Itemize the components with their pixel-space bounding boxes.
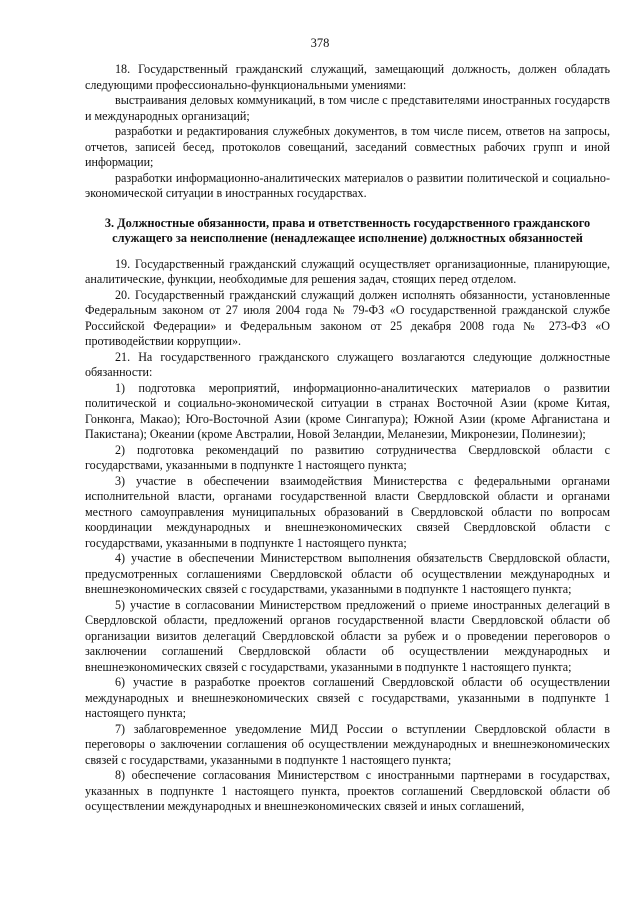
skill-item: разработки и редактирования служебных документов, в том числе писем, ответов на запросы, отчетов, записей бесед, протоколов совещаний, заседаний совместных рабочих групп и иной информации; xyxy=(85,124,610,169)
duty-item-6: 6) участие в разработке проектов соглашений Свердловской области об осуществлении международных и внешнеэкономических связей с государствами, указанными в подпункте 1 настоящего пункта; xyxy=(85,675,610,720)
paragraph-21-intro: 21. На государственного гражданского служащего возлагаются следующие должностные обязанности: xyxy=(85,349,610,379)
duty-item-4: 4) участие в обеспечении Министерством выполнения обязательств Свердловской области, предусмотренных соглашениями Свердловской области об осуществлении международных и внешнеэкономических связей с государствами, указанными в подпункте 1 настоящего пункта; xyxy=(85,551,610,596)
duty-item-7: 7) заблаговременное уведомление МИД России о вступлении Свердловской области в переговоры о заключении соглашения об осуществлении международных и внешнеэкономических связей с государствами, указанными в подпункте 1 настоящего пункта; xyxy=(85,721,610,767)
paragraph-20: 20. Государственный гражданский служащий должен исполнять обязанности, установленные Федеральным законом от 27 июля 2004 года № 79-ФЗ «О государственной гражданской службе Российской Федерации» и Федеральным законом от 25 декабря 2008 года № 273-ФЗ «О противодействии коррупции». xyxy=(85,287,610,348)
duty-item-2: 2) подготовка рекомендаций по развитию сотрудничества Свердловской области с государствами, указанными в подпункте 1 настоящего пункта; xyxy=(85,442,610,472)
document-body xyxy=(85,62,610,815)
duty-item-8: 8) обеспечение согласования Министерством с иностранными партнерами в государствах, указанных в подпункте 1 настоящего пункта, проектов соглашений Свердловской области об осуществлении международных и внешнеэкономических связей и иных соглашений, xyxy=(85,768,610,813)
paragraph-18: 18. Государственный гражданский служащий, замещающий должность, должен обладать следующими профессионально-функциональными умениями: xyxy=(85,62,610,92)
duty-item-1: 1) подготовка мероприятий, информационно-аналитических материалов о развитии политической и социально-экономической ситуации в странах Восточной Азии (кроме Китая, Гонконга, Макао); Юго-Восточной Азии (кроме Сингапура); Южной Азии (кроме Афганистана и Пакистана); Океании (кроме Австралии, Новой Зеландии, Меланезии, Микронезии, Полинезии); xyxy=(85,380,610,441)
duty-item-5: 5) участие в согласовании Министерством предложений о приеме иностранных делегаций в Свердловской области, предложений органов государственной власти Свердловской области об организации визитов делегаций Свердловской области за рубеж и о проведении переговоров о заключении соглашений Свердловской области об осуществлении международных и внешнеэкономических связей с государствами, указанными в подпункте 1 настоящего пункта; xyxy=(85,597,610,674)
duty-item-3: 3) участие в обеспечении взаимодействия Министерства с федеральными органами исполнительной власти, органами государственной власти Свердловской области и органами местного самоуправления муниципальных образований в Свердловской области по вопросам координации международных и внешнеэкономических связей Свердловской области с государствами, указанными в подпункте 1 настоящего пункта; xyxy=(85,473,610,550)
paragraph-19: 19. Государственный гражданский служащий осуществляет организационные, планирующие, аналитические, функции, необходимые для решения задач, стоящих перед отделом. xyxy=(85,256,610,286)
skill-item: разработки информационно-аналитических материалов о развитии политической и социально-экономической ситуации в иностранных государствах. xyxy=(85,170,610,200)
page-number: 378 xyxy=(310,36,330,50)
section-3-heading: 3. Должностные обязанности, права и ответственность государственного гражданского служащего за неисполнение (ненадлежащее исполнение) должностных обязанностей xyxy=(104,215,591,245)
skill-item: выстраивания деловых коммуникаций, в том числе с представителями иностранных государств и международных организаций; xyxy=(85,93,610,123)
